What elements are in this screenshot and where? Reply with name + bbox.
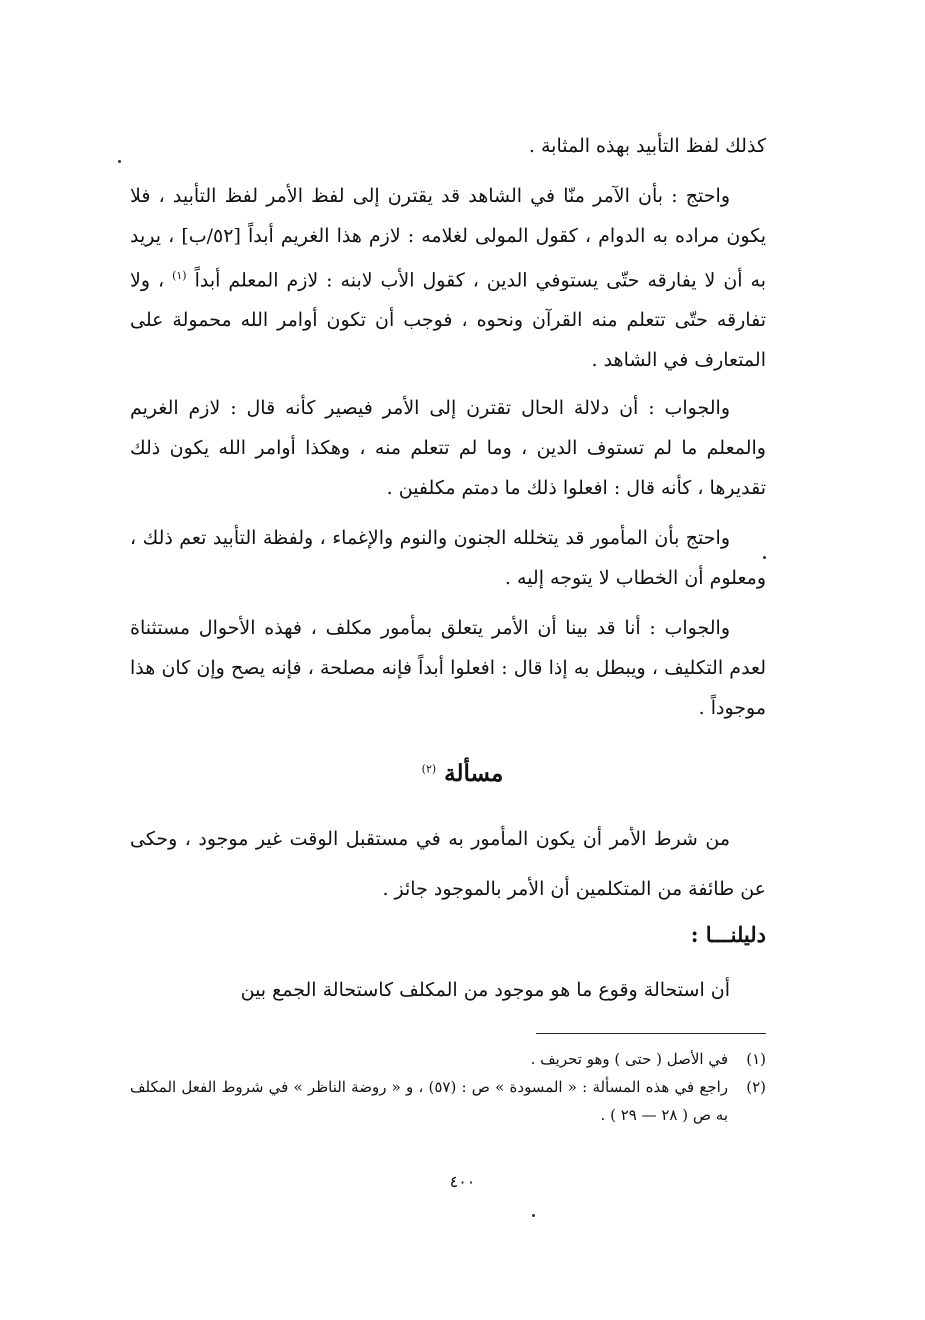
footnote-number: (١)	[746, 1050, 766, 1068]
footnote-number: (٢)	[746, 1078, 766, 1096]
evidence-heading: دليلنـــا :	[690, 922, 766, 947]
scan-speck	[118, 160, 121, 163]
paragraph-answer-1: والجواب : أن دلالة الحال تقترن إلى الأمر فيصير كأنه قال : لازم الغريم والمعلم ما لم تستوف الدين ، وما لم تتعلم منه ، وهكذا أوامر الله يكون ذلك تقديرها ، كأنه قال : افعلوا ذلك ما دمتم مكلفين .	[130, 397, 766, 499]
footnotes	[130, 1045, 766, 1129]
footnote-marker-2: (٢)	[421, 762, 437, 776]
paragraph-argument-2: واحتج بأن المأمور قد يتخلله الجنون والنوم والإغماء ، ولفظة التأبيد تعم ذلك ، ومعلوم أن الخطاب لا يتوجه إليه .	[130, 527, 766, 589]
paragraph-issue: من شرط الأمر أن يكون المأمور به في مستقبل الوقت غير موجود ، وحكى عن طائفة من المتكلمين أن الأمر بالموجود جائز .	[130, 828, 766, 900]
footnote-2	[130, 1073, 766, 1129]
section-heading: مسألة $^{(٢)}$	[421, 760, 504, 787]
scan-speck	[532, 1214, 535, 1217]
footnote-marker-1: (١)	[172, 269, 187, 282]
page-number: ٤٠٠	[449, 1172, 476, 1191]
intro-line: كذلك لفظ التأبيد بهذه المثابة .	[528, 135, 766, 157]
folio-reference: [٥٢/ب]	[181, 225, 241, 247]
footnote-1	[130, 1045, 766, 1073]
footnote-text: في الأصل ( حتى ) وهو تحريف .	[530, 1050, 728, 1068]
paragraph-answer-2: والجواب : أنا قد بينا أن الأمر يتعلق بمأمور مكلف ، فهذه الأحوال مستثناة لعدم التكليف ، ويبطل به إذا قال : افعلوا أبداً فإنه مصلحة ، فإنه يصح وإن كان هذا موجوداً .	[130, 617, 766, 719]
footnote-text: راجع في هذه المسألة : « المسودة » ص : (٥٧) ، و « روضة الناظر » في شروط الفعل المكلف به ص ( ٢٨ — ٢٩ ) .	[130, 1078, 728, 1124]
paragraph-evidence: أن استحالة وقوع ما هو موجود من المكلف كاستحالة الجمع بين	[240, 979, 730, 1001]
footnote-separator	[536, 1033, 766, 1034]
paragraph-argument-1: واحتج : بأن الآمر منّا في الشاهد قد يقترن إلى لفظ الأمر لفظ التأبيد ، فلا يكون مراده به الدوام ، كقول المولى لغلامه : لازم هذا الغريم أبداً [٥٢/ب] ، يريد به أن لا يفارقه حتّى يستوفي الدين ، كقول الأب لابنه : لازم المعلم أبداً $^{(١)}$ ، ولا تفارقه حتّى تتعلم منه القرآن ونحوه ، فوجب أن تكون أوامر الله محمولة على المتعارف في الشاهد .	[130, 185, 767, 372]
